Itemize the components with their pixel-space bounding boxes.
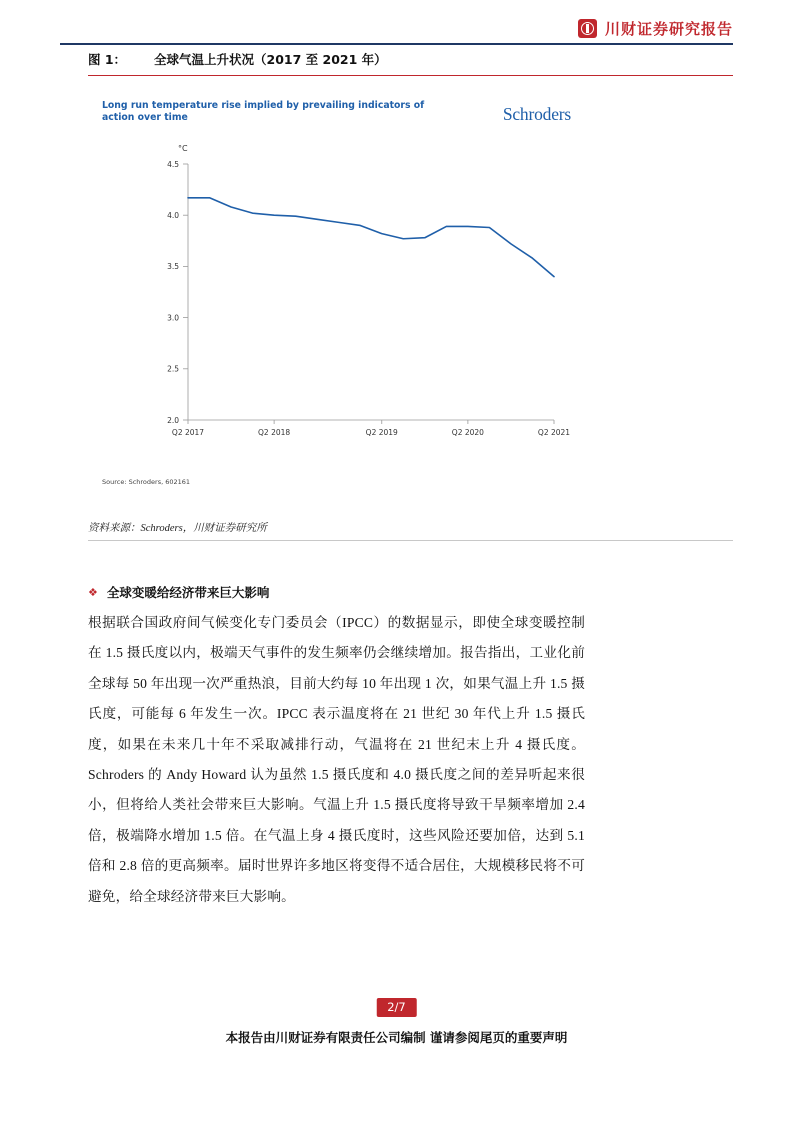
figure-caption [88, 50, 733, 74]
header-divider [60, 43, 733, 45]
figure-title: 全球气温上升状况（2017 至 2021 年） [154, 52, 387, 67]
chart-source-note: Source: Schroders, 602161 [102, 478, 191, 486]
footer-disclaimer: 本报告由川财证券有限责任公司编制 谨请参阅尾页的重要声明 [225, 1030, 568, 1045]
chart-brand-logo: Schroders [502, 104, 571, 124]
svg-text:4.0: 4.0 [167, 211, 179, 220]
diamond-bullet-icon: ❖ [88, 585, 98, 599]
header-brand-title: 川财证券研究报告 [604, 20, 733, 38]
figure-caption-divider [88, 75, 733, 76]
brand-logo-icon [578, 19, 597, 38]
svg-text:2.0: 2.0 [167, 415, 179, 425]
page-number-badge: 2/7 [376, 998, 417, 1017]
section-heading-text: 全球变暖给经济带来巨大影响 [106, 585, 270, 600]
body-paragraph: 根据联合国政府间气候变化专门委员会（IPCC）的数据显示，即使全球变暖控制在 1.5 摄氏度以内，极端天气事件的发生频率仍会继续增加。报告指出，工业化前全球每 50 年出现一次严重热浪，目前大约每 10 年出现 1 次，如果气温上升 1.5 摄氏度，可能每 6 年发生一次。IPCC 表示温度将在 21 世纪 30 年代上升 1.5 摄氏度，如果在未来几十年不采取减排行动，气温将在 21 世纪末上升 4 摄氏度。Schroders 的 Andy Howard 认为虽然 1.5 摄氏度和 4.0 摄氏度之间的差异听起来很小，但将给人类社会带来巨大影响。气温上升 1.5 摄氏度将导致干旱频率增加 2.4 倍，极端降水增加 1.5 倍。在气温上身 4 摄氏度时，这些风险还要加倍，达到 5.1 倍和 2.8 倍的更高频率。届时世界许多地区将变得不适合居住，大规模移民将不可避免，给全球经济带来巨大影响。 [88, 615, 585, 904]
svg-text:Q2 2019: Q2 2019 [365, 428, 398, 437]
chart-card [88, 88, 585, 500]
svg-text:Q2 2018: Q2 2018 [258, 428, 291, 437]
figure-source-line: 资料来源：Schroders，川财证券研究所 [88, 520, 733, 541]
report-header [578, 18, 733, 39]
svg-text:4.5: 4.5 [167, 159, 179, 169]
section-heading [88, 583, 269, 601]
chart-header [88, 88, 585, 134]
svg-text:Q2 2020: Q2 2020 [451, 428, 484, 437]
chart-title: Long run temperature rise implied by prevailing indicators of action over time [102, 100, 425, 123]
chart-plot-area [102, 154, 572, 454]
svg-text:2.5: 2.5 [167, 364, 179, 374]
svg-text:3.5: 3.5 [167, 262, 179, 272]
temperature-line-chart [102, 154, 572, 454]
chart-unit-label: °C [178, 144, 188, 153]
svg-text:Q2 2021: Q2 2021 [537, 428, 571, 437]
svg-text:3.0: 3.0 [167, 313, 179, 323]
figure-label: 图 1： [88, 52, 127, 67]
svg-text:Q2 2017: Q2 2017 [171, 428, 205, 437]
